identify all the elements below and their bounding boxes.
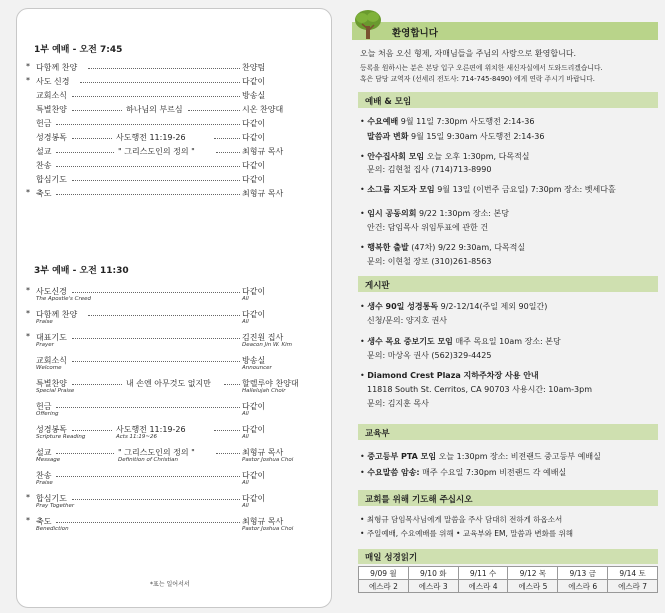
program-item-leader-english: Hallelujah Choir (242, 388, 286, 394)
service3-title: 3부 예배 - 오전 11:30 (34, 266, 129, 276)
program-item-leader: 다같이 (242, 175, 266, 184)
program-item-detail: 사도행전 11:19-26 (116, 133, 186, 142)
dot-leader (188, 110, 240, 111)
item-text: 매주 목요일 10am 장소: 본당 (452, 337, 561, 346)
item-title: 안수집사회 모임 (367, 152, 425, 161)
program-item-detail: " 그리스도인의 정의 " (118, 448, 195, 457)
dot-leader (72, 96, 240, 97)
program-item-detail: 하나님의 부르심 (126, 105, 183, 114)
program-item-name: 성경봉독 (36, 133, 67, 142)
standing-marker: * (26, 62, 30, 71)
happy-start-contact: 문의: 이현철 장로 (310)261-8563 (367, 257, 492, 266)
education-section-title: 교육부 (365, 429, 390, 439)
program-row (26, 447, 296, 470)
program-item-name: 설교 (36, 147, 52, 156)
small-group-leaders-item (360, 184, 616, 195)
standing-marker: * (26, 493, 30, 502)
program-row (26, 174, 296, 188)
program-row (26, 355, 296, 378)
program-item-english: Welcome (36, 365, 62, 371)
program-row (26, 470, 296, 493)
program-item-name: 찬송 (36, 161, 52, 170)
tree-icon (353, 9, 383, 41)
program-item-leader-english: All (242, 319, 249, 325)
program-item-leader: 최형규 목사 (242, 189, 284, 198)
standing-marker: * (26, 516, 30, 525)
item-text: 9/22 1:30pm 장소: 본당 (416, 209, 510, 218)
program-item-leader-english: All (242, 296, 249, 302)
program-item-leader-english: Announcer (242, 365, 272, 371)
program-row (26, 424, 296, 447)
program-item-leader-english: All (242, 503, 249, 509)
program-item-name: 사도신경 (36, 287, 67, 296)
board-section-title: 게시판 (365, 281, 390, 291)
program-item-leader: 다같이 (242, 425, 266, 434)
standing-marker: * (26, 332, 30, 341)
program-item-detail: " 그리스도인의 정의 " (118, 147, 195, 156)
item-title: 수요말씀 암송: (367, 468, 420, 477)
program-item-leader-english: Deacon Jin W. Kim (242, 342, 292, 348)
service1-title: 1부 예배 - 오전 7:45 (34, 45, 123, 55)
dot-leader (56, 194, 240, 195)
daily-reading-table (358, 566, 658, 593)
item-title: 수요예배 (367, 117, 399, 126)
bible-reading-90-item (360, 301, 547, 312)
bullet: • (360, 152, 365, 161)
standing-marker: * (26, 286, 30, 295)
program-item-detail: 내 손엔 아무것도 없지만 (126, 379, 211, 388)
bullet: • (360, 515, 365, 524)
board-section-bar (358, 276, 658, 292)
item-text: 9월 13일 (이번주 금요일) 7:30pm 장소: 벳세다홀 (434, 185, 616, 194)
standing-marker: * (26, 76, 30, 85)
program-item-leader: 시온 찬양대 (242, 105, 284, 114)
program-row (26, 401, 296, 424)
dot-leader (56, 152, 114, 153)
program-item-name: 헌금 (36, 119, 52, 128)
program-row (26, 90, 296, 104)
program-item-leader-english: All (242, 411, 249, 417)
dot-leader (72, 499, 240, 500)
item-text: 9월 11일 7:30pm 사도행전 2:14-36 (398, 117, 535, 126)
item-text: 9월 15일 9:30am 사도행전 2:14-36 (408, 132, 545, 141)
program-item-name: 대표기도 (36, 333, 67, 342)
program-item-english: Prayer (36, 342, 54, 348)
program-item-name: 합심기도 (36, 494, 67, 503)
thursday-prayer-item (360, 336, 561, 347)
item-title: 생수 90일 성경통독 (367, 302, 439, 311)
bullet: • (360, 302, 365, 311)
dot-leader (72, 110, 122, 111)
education-section-bar (358, 424, 658, 440)
program-item-leader: 방송실 (242, 356, 266, 365)
program-item-english: Benediction (36, 526, 69, 532)
dot-leader (224, 384, 240, 385)
dot-leader (56, 124, 240, 125)
deacons-meeting-item (360, 151, 530, 162)
prayer-line2 (360, 528, 573, 539)
memorization-item (360, 467, 566, 478)
parking-notice-item (360, 370, 539, 381)
program-item-leader: 다같이 (242, 310, 266, 319)
program-item-leader-english: Pastor Joshua Choi (242, 457, 294, 463)
wednesday-service-item (360, 116, 534, 127)
congregational-meeting-item (360, 208, 509, 219)
program-item-english: Scripture Reading (36, 434, 86, 440)
program-item-english: Praise (36, 480, 53, 486)
bullet: • (360, 337, 365, 346)
item-title: 중고등부 PTA 모임 (367, 452, 437, 461)
program-item-name: 교회소식 (36, 356, 67, 365)
program-item-leader: 최형규 목사 (242, 517, 284, 526)
pta-meeting-item (360, 451, 601, 462)
program-item-name: 특별찬양 (36, 379, 67, 388)
program-item-leader-english: All (242, 480, 249, 486)
program-row (26, 332, 296, 355)
dot-leader (72, 430, 112, 431)
reading-refs-row (359, 580, 658, 593)
program-row (26, 160, 296, 174)
reading-ref: 에스라 5 (508, 580, 558, 593)
dot-leader (56, 476, 240, 477)
dot-leader (56, 407, 240, 408)
program-row (26, 493, 296, 516)
welcome-title: 환영합니다 (392, 28, 438, 39)
program-row (26, 118, 296, 132)
bullet: • (360, 468, 365, 477)
item-text: 주일예배, 수요예배를 위해 • 교육부와 EM, 말씀과 변화를 위해 (366, 529, 573, 538)
program-item-name: 축도 (36, 189, 52, 198)
item-text: 9/2-12/14(주일 제외 90일간) (438, 302, 548, 311)
bullet: • (360, 185, 365, 194)
program-row (26, 516, 296, 539)
program-row (26, 188, 296, 202)
program-row (26, 378, 299, 401)
item-title: 임시 공동의회 (367, 209, 417, 218)
program-item-name: 합심기도 (36, 175, 67, 184)
dot-leader (72, 361, 240, 362)
program-item-leader: 다같이 (242, 119, 266, 128)
deacons-meeting-contact: 문의: 김현철 집사 (714)713-8990 (367, 165, 492, 174)
dot-leader (88, 315, 240, 316)
happy-start-item (360, 242, 525, 253)
item-text: 오늘 오후 1:30pm, 다목적실 (424, 152, 530, 161)
item-text: 매주 수요일 7:30pm 비전랜드 각 예배실 (419, 468, 567, 477)
program-item-leader-english: All (242, 434, 249, 440)
item-text: (47차) 9/22 9:30am, 다목적실 (408, 243, 526, 252)
welcome-line2: 등록을 원하시는 분은 본당 입구 오른편에 위치한 새신자실에서 도와드리겠습니다. (360, 64, 603, 72)
program-item-english: The Apostle's Creed (36, 296, 92, 302)
program-row (26, 286, 296, 309)
bullet: • (360, 452, 365, 461)
bullet: • (360, 529, 365, 538)
bullet: • (360, 209, 365, 218)
program-item-leader: 최형규 목사 (242, 448, 284, 457)
program-row (26, 309, 296, 332)
program-item-name: 축도 (36, 517, 52, 526)
dot-leader (214, 430, 240, 431)
item-title: 행복한 출발 (367, 243, 409, 252)
reading-day: 9/09 월 (359, 567, 409, 580)
bible-reading-90-contact: 신청/문의: 양지호 권사 (367, 316, 448, 325)
program-item-leader: 다같이 (242, 77, 266, 86)
program-item-name: 특별찬양 (36, 105, 67, 114)
dot-leader (216, 453, 240, 454)
program-item-leader: 다같이 (242, 161, 266, 170)
program-item-leader-english: Pastor Joshua Choi (242, 526, 294, 532)
program-row (26, 76, 296, 90)
reading-ref: 에스라 2 (359, 580, 409, 593)
parking-address: 11818 South St. Cerritos, CA 90703 사용시간: 10am-3pm (367, 385, 593, 394)
reading-day: 9/13 금 (558, 567, 608, 580)
welcome-line1: 오늘 처음 오신 형제, 자매님들을 주님의 사랑으로 환영합니다. (360, 49, 577, 58)
prayer-section-title: 교회를 위해 기도해 주십시오 (365, 495, 473, 505)
program-item-name: 찬송 (36, 471, 52, 480)
program-item-name: 다함께 찬양 (36, 310, 78, 319)
program-item-leader: 다같이 (242, 402, 266, 411)
program-item-name: 성경봉독 (36, 425, 67, 434)
reading-ref: 에스라 4 (458, 580, 508, 593)
program-item-leader: 다같이 (242, 494, 266, 503)
standing-marker: * (26, 309, 30, 318)
program-item-leader: 다같이 (242, 471, 266, 480)
dot-leader (72, 338, 240, 339)
parking-contact: 문의: 김지훈 목사 (367, 399, 429, 408)
program-item-leader: 방송실 (242, 91, 266, 100)
reading-day: 9/14 토 (608, 567, 658, 580)
program-item-english: Pray Together (36, 503, 75, 509)
standing-marker: * (26, 188, 30, 197)
program-row (26, 104, 296, 118)
dot-leader (72, 180, 240, 181)
dot-leader (216, 152, 240, 153)
dot-leader (88, 68, 240, 69)
program-row (26, 146, 296, 160)
program-item-leader: 찬양팀 (242, 63, 266, 72)
worship-section-title: 예배 & 모임 (365, 97, 412, 107)
standing-footnote: *표는 일어서서 (150, 581, 190, 588)
item-title: 말씀과 변화 (367, 132, 409, 141)
reading-days-row (359, 567, 658, 580)
program-row (26, 62, 296, 76)
program-item-english: Message (36, 457, 61, 463)
program-row (26, 132, 296, 146)
program-item-name: 사도 신경 (36, 77, 70, 86)
item-title: 생수 목요 중보기도 모임 (367, 337, 453, 346)
item-text: 최형규 담임목사님에게 말씀을 주사 담대히 전하게 하옵소서 (366, 515, 563, 524)
dot-leader (56, 166, 240, 167)
reading-day: 9/10 화 (408, 567, 458, 580)
reading-ref: 에스라 3 (408, 580, 458, 593)
reading-ref: 에스라 7 (608, 580, 658, 593)
reading-ref: 에스라 6 (558, 580, 608, 593)
program-item-detail-english: Definition of Christian (118, 457, 179, 463)
program-item-name: 설교 (36, 448, 52, 457)
program-item-leader: 다같이 (242, 287, 266, 296)
dot-leader (72, 292, 240, 293)
prayer-line1 (360, 514, 562, 525)
program-item-leader: 최형규 목사 (242, 147, 284, 156)
dot-leader (72, 138, 112, 139)
service3-program (26, 286, 299, 539)
dot-leader (56, 453, 114, 454)
dot-leader (80, 82, 240, 83)
program-item-detail-english: Acts 11:19~26 (116, 434, 158, 440)
dot-leader (214, 138, 240, 139)
program-item-detail: 사도행전 11:19-26 (116, 425, 186, 434)
bullet: • (360, 117, 365, 126)
item-title: 소그룹 지도자 모임 (367, 185, 435, 194)
dot-leader (56, 522, 240, 523)
program-item-english: Offering (36, 411, 59, 417)
bullet: • (360, 243, 365, 252)
bullet: • (360, 371, 365, 380)
welcome-line3: 혹은 담당 교역자 (선세리 전도사: 714-745-8490) 에게 연락 주시기 바랍니다. (360, 75, 595, 83)
word-and-change-item (367, 131, 544, 142)
program-item-leader: 김진원 집사 (242, 333, 284, 342)
dot-leader (72, 384, 122, 385)
program-item-name: 교회소식 (36, 91, 67, 100)
daily-reading-title: 매일 성경읽기 (365, 553, 418, 563)
program-item-leader: 할렐루야 찬양대 (242, 379, 299, 388)
item-title: Diamond Crest Plaza 지하주차장 사용 안내 (367, 371, 539, 380)
service1-program (26, 62, 296, 202)
thursday-prayer-contact: 문의: 마상옥 권사 (562)329-4425 (367, 351, 492, 360)
program-item-english: Praise (36, 319, 53, 325)
program-item-name: 다함께 찬양 (36, 63, 78, 72)
program-item-name: 헌금 (36, 402, 52, 411)
item-text: 오늘 1:30pm 장소: 비전랜드 중고등부 예배실 (436, 452, 601, 461)
reading-day: 9/11 수 (458, 567, 508, 580)
program-item-english: Special Praise (36, 388, 75, 394)
congregational-meeting-agenda: 안건: 담임목사 위임투표에 관한 건 (367, 223, 489, 232)
reading-day: 9/12 목 (508, 567, 558, 580)
program-item-leader: 다같이 (242, 133, 266, 142)
